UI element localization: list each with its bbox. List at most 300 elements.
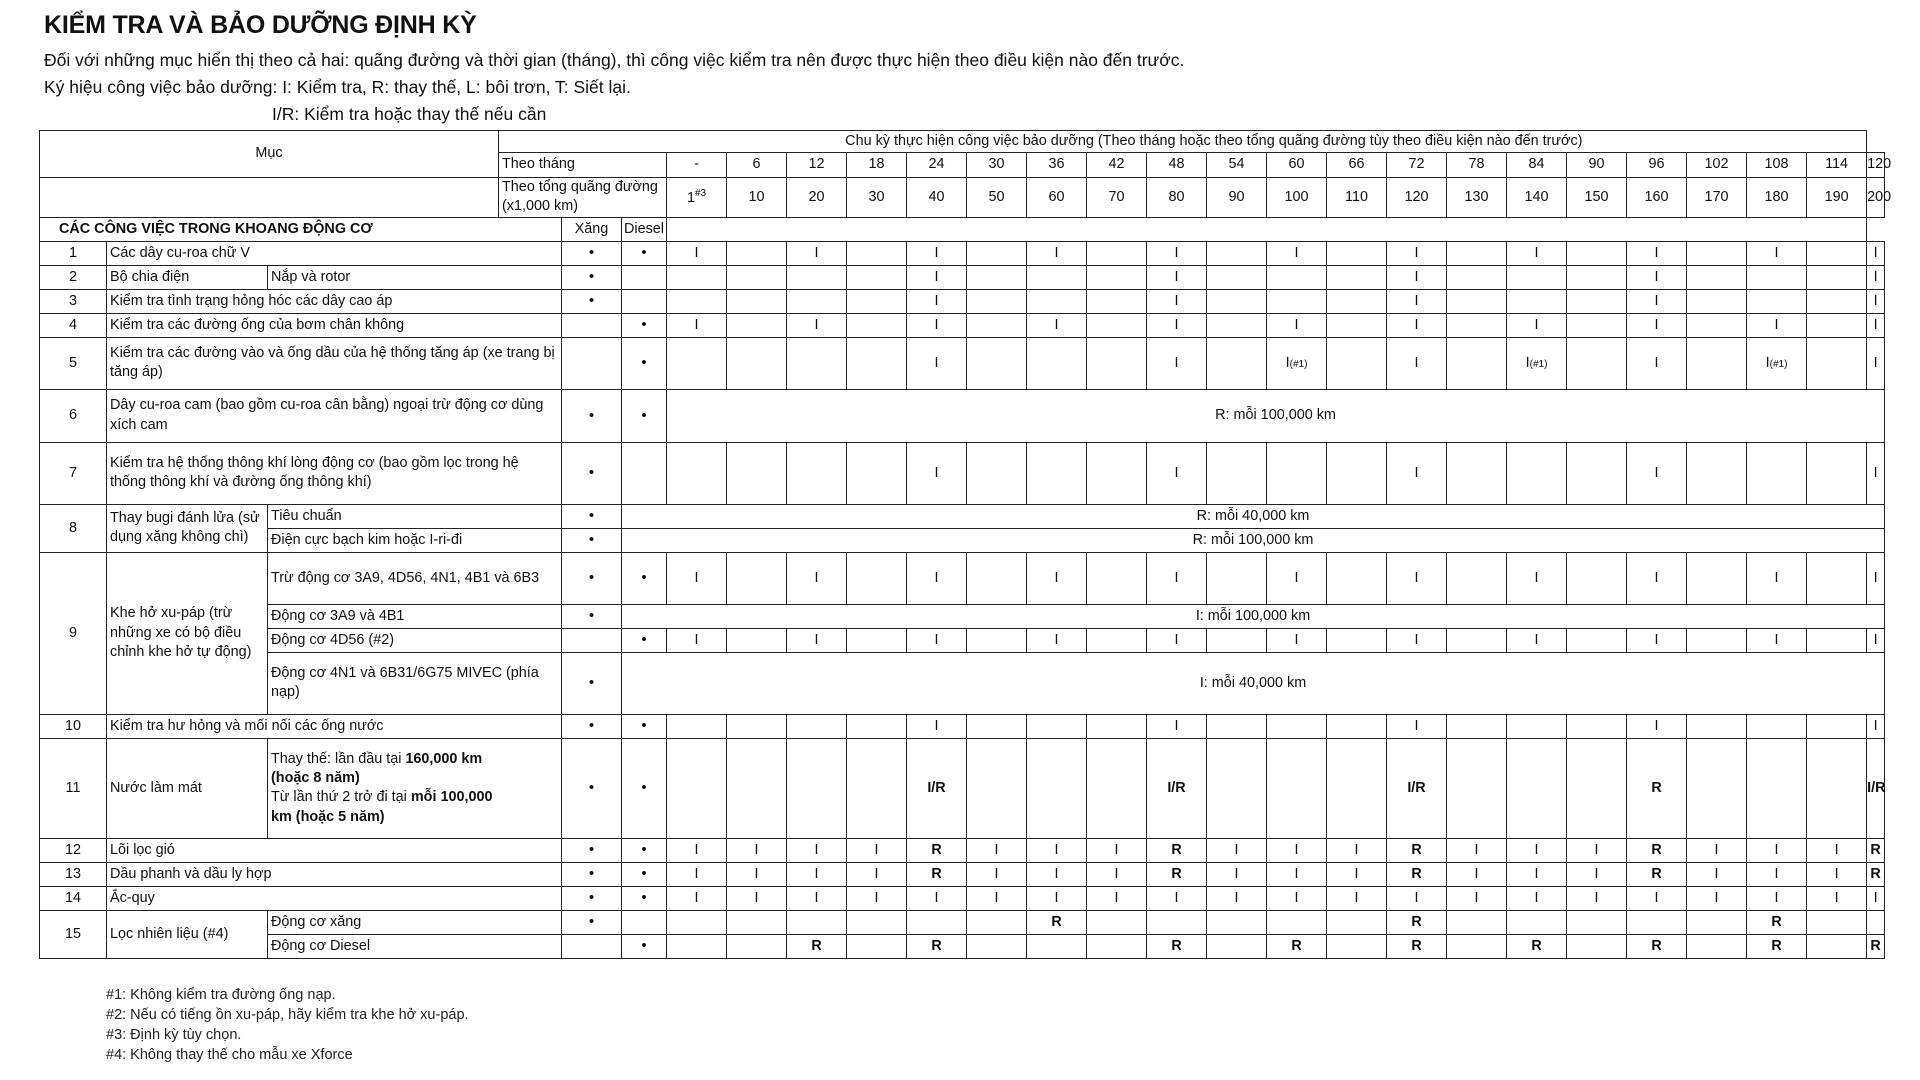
interval-cell: I — [1207, 886, 1267, 910]
interval-cell-empty — [1567, 714, 1627, 738]
row-subname: Trừ động cơ 3A9, 4D56, 4N1, 4B1 và 6B3 — [268, 552, 562, 604]
maintenance-schedule-table — [39, 130, 1892, 959]
interval-span: R: mỗi 100,000 km — [667, 389, 1885, 442]
interval-cell: I — [1627, 442, 1687, 504]
interval-cell-empty — [727, 241, 787, 265]
interval-cell-empty — [1567, 265, 1627, 289]
month-tick: 120 — [1867, 153, 1885, 178]
km-tick: 170 — [1687, 178, 1747, 218]
interval-cell-empty — [1507, 910, 1567, 934]
interval-cell-empty — [1447, 738, 1507, 838]
interval-cell-empty — [727, 934, 787, 958]
gas-mark: • — [562, 528, 622, 552]
interval-cell: I — [1027, 886, 1087, 910]
interval-cell: I — [1147, 265, 1207, 289]
row-name: Khe hở xu-páp (trừ những xe có bộ điều chỉnh khe hở tự động) — [107, 552, 268, 714]
interval-cell-empty — [667, 265, 727, 289]
diesel-mark: • — [622, 738, 667, 838]
interval-cell: R — [1627, 838, 1687, 862]
interval-cell: I — [907, 289, 967, 313]
interval-cell-empty — [1687, 289, 1747, 313]
interval-cell: I — [1627, 628, 1687, 652]
interval-cell: R — [1867, 862, 1885, 886]
interval-cell-empty — [1087, 714, 1147, 738]
intro-line-2: Ký hiệu công việc bảo dưỡng: I: Kiểm tra, R: thay thế, L: bôi trơn, T: Siết lại. — [44, 77, 631, 97]
interval-cell: I — [787, 862, 847, 886]
month-tick: 84 — [1507, 153, 1567, 178]
month-tick: 90 — [1567, 153, 1627, 178]
interval-cell-empty — [967, 910, 1027, 934]
interval-cell-empty — [1507, 738, 1567, 838]
diesel-mark: • — [622, 838, 667, 862]
interval-cell: R — [1387, 910, 1447, 934]
interval-cell: I — [1867, 886, 1885, 910]
interval-cell-empty — [1567, 552, 1627, 604]
interval-cell: I — [1327, 886, 1387, 910]
interval-cell-empty — [967, 714, 1027, 738]
interval-cell: I — [1147, 886, 1207, 910]
interval-cell-empty — [1087, 910, 1147, 934]
row-subname: Nắp và rotor — [268, 265, 562, 289]
row-name: Lõi lọc gió — [107, 838, 562, 862]
interval-cell: R — [1747, 910, 1807, 934]
interval-cell-empty — [847, 552, 907, 604]
interval-cell-empty — [787, 714, 847, 738]
interval-cell-empty — [847, 241, 907, 265]
interval-cell-empty — [967, 241, 1027, 265]
interval-cell-empty — [1447, 241, 1507, 265]
interval-cell: I — [1447, 862, 1507, 886]
interval-cell — [1747, 337, 1807, 389]
diesel-mark — [622, 442, 667, 504]
row-number: 6 — [40, 389, 107, 442]
coolant-line-3-bold: mỗi 100,000 — [410, 789, 493, 806]
interval-cell-empty — [1687, 714, 1747, 738]
months-label: Theo tháng — [499, 153, 667, 178]
interval-cell-empty — [1087, 265, 1147, 289]
gas-mark: • — [562, 886, 622, 910]
row-subname: Động cơ Diesel — [268, 934, 562, 958]
interval-cell: I — [787, 241, 847, 265]
km-tick-value: 1 — [686, 189, 695, 206]
interval-cell-empty — [1567, 738, 1627, 838]
row-number: 10 — [40, 714, 107, 738]
diesel-mark: • — [622, 862, 667, 886]
interval-cell: I — [1807, 838, 1867, 862]
interval-cell-empty — [787, 289, 847, 313]
interval-cell: I — [1027, 862, 1087, 886]
km-tick: 20 — [787, 178, 847, 218]
month-tick: 66 — [1327, 153, 1387, 178]
interval-cell: I — [907, 337, 967, 389]
interval-cell: I — [1147, 552, 1207, 604]
interval-cell-empty — [1807, 714, 1867, 738]
gas-mark: • — [562, 862, 622, 886]
interval-cell-empty — [1327, 628, 1387, 652]
interval-cell-empty — [1207, 910, 1267, 934]
interval-cell-empty — [967, 337, 1027, 389]
interval-cell: I — [1507, 628, 1567, 652]
interval-cell-empty — [1267, 442, 1327, 504]
interval-cell: I/R — [1867, 738, 1885, 838]
interval-cell: I — [1147, 289, 1207, 313]
row-number: 7 — [40, 442, 107, 504]
row-name: Kiểm tra hệ thống thông khí lòng động cơ (bao gồm lọc trong hệ thống thông khí và đường ống thông khí) — [107, 442, 562, 504]
interval-cell-empty — [727, 910, 787, 934]
row-name: Kiểm tra các đường ống của bơm chân không — [107, 313, 562, 337]
row-number: 2 — [40, 265, 107, 289]
interval-cell-empty — [667, 738, 727, 838]
km-tick: 60 — [1027, 178, 1087, 218]
interval-cell: R — [1147, 838, 1207, 862]
interval-cell-empty — [1747, 265, 1807, 289]
interval-cell: I — [1867, 241, 1885, 265]
gas-mark: • — [562, 442, 622, 504]
interval-cell-empty — [1087, 552, 1147, 604]
interval-cell-empty — [667, 714, 727, 738]
interval-cell-empty — [1327, 910, 1387, 934]
interval-cell-empty — [1687, 313, 1747, 337]
interval-cell: I — [667, 313, 727, 337]
month-tick: 114 — [1807, 153, 1867, 178]
interval-cell: I — [967, 886, 1027, 910]
interval-cell: I — [1267, 886, 1327, 910]
diesel-mark: • — [622, 313, 667, 337]
interval-cell: I — [1687, 862, 1747, 886]
row-subname: Động cơ 4D56 (#2) — [268, 628, 562, 652]
interval-cell-empty — [1267, 714, 1327, 738]
interval-cell: I — [787, 838, 847, 862]
interval-cell: I — [1687, 886, 1747, 910]
interval-cell-empty — [727, 289, 787, 313]
interval-cell: I — [1267, 838, 1327, 862]
month-tick: 6 — [727, 153, 787, 178]
interval-cell: I — [727, 862, 787, 886]
row-number: 1 — [40, 241, 107, 265]
interval-cell-empty — [787, 738, 847, 838]
interval-cell: I — [907, 552, 967, 604]
interval-cell: I — [1147, 337, 1207, 389]
interval-cell: I — [1687, 838, 1747, 862]
month-tick: 108 — [1747, 153, 1807, 178]
interval-cell: I — [1387, 313, 1447, 337]
interval-cell: I — [1867, 714, 1885, 738]
diesel-mark — [622, 910, 667, 934]
interval-cell-empty — [1447, 910, 1507, 934]
interval-cell-empty — [1267, 738, 1327, 838]
interval-cell-empty — [787, 265, 847, 289]
interval-cell-empty — [1447, 442, 1507, 504]
interval-cell: R — [1747, 934, 1807, 958]
interval-cell-empty — [727, 714, 787, 738]
interval-cell-empty — [1567, 910, 1627, 934]
month-tick: 54 — [1207, 153, 1267, 178]
interval-cell-empty — [1567, 289, 1627, 313]
interval-cell-empty — [1447, 289, 1507, 313]
row-name: Dây cu-roa cam (bao gồm cu-roa cân bằng) ngoại trừ động cơ dùng xích cam — [107, 389, 562, 442]
interval-cell-empty — [1567, 442, 1627, 504]
row-name: Thay bugi đánh lửa (sử dụng xăng không chì) — [107, 504, 268, 552]
interval-cell: I — [907, 628, 967, 652]
item-header-cont — [40, 178, 499, 218]
row-number: 14 — [40, 886, 107, 910]
row-subname: Động cơ 3A9 và 4B1 — [268, 604, 562, 628]
interval-cell — [1507, 337, 1567, 389]
interval-cell-empty — [967, 738, 1027, 838]
interval-cell: I — [1387, 552, 1447, 604]
km-tick: 10 — [727, 178, 787, 218]
cycle-header-spacer — [499, 131, 562, 153]
interval-cell-empty — [1327, 337, 1387, 389]
month-tick: - — [667, 153, 727, 178]
interval-cell-empty — [1567, 628, 1627, 652]
interval-cell: R — [787, 934, 847, 958]
row-subname: Động cơ 4N1 và 6B31/6G75 MIVEC (phía nạp) — [268, 652, 562, 714]
interval-cell: R — [907, 838, 967, 862]
interval-cell-empty — [1327, 289, 1387, 313]
interval-cell-empty — [847, 265, 907, 289]
row-name: Kiểm tra tình trạng hỏng hóc các dây cao áp — [107, 289, 562, 313]
gas-mark: • — [562, 289, 622, 313]
interval-cell-empty — [787, 337, 847, 389]
interval-cell: I — [1627, 714, 1687, 738]
interval-cell: I — [1567, 886, 1627, 910]
km-tick: 100 — [1267, 178, 1327, 218]
interval-cell-empty — [1327, 714, 1387, 738]
km-tick: 30 — [847, 178, 907, 218]
gas-mark: • — [562, 265, 622, 289]
gas-mark: • — [562, 504, 622, 528]
diesel-mark: • — [622, 714, 667, 738]
interval-cell-empty — [1687, 241, 1747, 265]
page-title: KIỂM TRA VÀ BẢO DƯỠNG ĐỊNH KỲ — [44, 11, 477, 39]
interval-span: R: mỗi 100,000 km — [622, 528, 1885, 552]
interval-cell: I — [667, 241, 727, 265]
interval-cell: I — [1567, 862, 1627, 886]
interval-cell-empty — [667, 934, 727, 958]
interval-cell: I — [1267, 862, 1327, 886]
coolant-line-4-bold: km (hoặc 5 năm) — [271, 808, 385, 825]
interval-cell-empty — [1207, 241, 1267, 265]
interval-cell: I — [1267, 628, 1327, 652]
interval-cell-empty — [1087, 289, 1147, 313]
interval-cell-empty — [1747, 289, 1807, 313]
interval-cell: I — [667, 886, 727, 910]
interval-cell-empty — [1567, 241, 1627, 265]
interval-cell-empty — [727, 337, 787, 389]
interval-cell-empty — [1687, 337, 1747, 389]
interval-cell-empty — [667, 910, 727, 934]
gas-mark: • — [562, 552, 622, 604]
interval-span: I: mỗi 40,000 km — [622, 652, 1885, 714]
interval-cell-empty — [1687, 265, 1747, 289]
interval-cell-empty — [1807, 552, 1867, 604]
interval-cell: I — [1747, 241, 1807, 265]
interval-cell: I — [847, 862, 907, 886]
diesel-mark — [622, 289, 667, 313]
footnote-3: #3: Định kỳ tùy chọn. — [106, 1027, 242, 1043]
row-name: Kiểm tra các đường vào và ống dầu của hệ thống tăng áp (xe trang bị tăng áp) — [107, 337, 562, 389]
interval-cell: R — [1147, 934, 1207, 958]
km-tick: 50 — [967, 178, 1027, 218]
diesel-mark: • — [622, 934, 667, 958]
km-tick: 140 — [1507, 178, 1567, 218]
mark-inspect: I — [1525, 354, 1530, 371]
interval-cell-empty — [1807, 313, 1867, 337]
interval-cell-empty — [1807, 265, 1867, 289]
interval-cell-empty — [1507, 442, 1567, 504]
interval-cell-empty — [1327, 552, 1387, 604]
km-tick: 200 — [1867, 178, 1885, 218]
interval-cell: I — [1147, 241, 1207, 265]
row-name: Dầu phanh và dầu ly hợp — [107, 862, 562, 886]
interval-cell: I — [1147, 628, 1207, 652]
interval-cell: I — [1027, 241, 1087, 265]
interval-cell-empty — [1447, 337, 1507, 389]
interval-cell: I/R — [1387, 738, 1447, 838]
interval-cell-empty — [1687, 934, 1747, 958]
interval-cell: R — [1387, 934, 1447, 958]
interval-cell: I — [1027, 552, 1087, 604]
interval-cell: I — [1147, 313, 1207, 337]
interval-cell: R — [1387, 862, 1447, 886]
interval-cell-empty — [1687, 552, 1747, 604]
interval-cell: I — [787, 313, 847, 337]
interval-cell-empty — [1327, 738, 1387, 838]
interval-cell-empty — [1087, 738, 1147, 838]
interval-cell-empty — [1567, 313, 1627, 337]
interval-cell: I — [1147, 442, 1207, 504]
interval-cell: I — [1087, 838, 1147, 862]
diesel-mark: • — [622, 389, 667, 442]
interval-cell-empty — [1087, 313, 1147, 337]
interval-cell-empty — [1687, 442, 1747, 504]
interval-cell-empty — [1807, 628, 1867, 652]
row-number: 9 — [40, 552, 107, 714]
interval-cell: I — [907, 265, 967, 289]
interval-cell-empty — [1327, 241, 1387, 265]
interval-cell: I — [1027, 628, 1087, 652]
interval-cell: I — [1387, 265, 1447, 289]
interval-cell-empty — [847, 910, 907, 934]
interval-cell-empty — [1027, 738, 1087, 838]
interval-cell: I — [967, 862, 1027, 886]
mark-inspect: I — [1285, 354, 1290, 371]
interval-cell-empty — [1807, 910, 1867, 934]
row-number: 15 — [40, 910, 107, 958]
interval-cell: I — [1867, 313, 1885, 337]
interval-cell-empty — [1207, 552, 1267, 604]
coolant-line-1: Thay thế: lần đầu tại — [271, 750, 406, 767]
interval-cell: I — [1087, 862, 1147, 886]
interval-cell-empty — [1747, 714, 1807, 738]
diesel-mark: • — [622, 628, 667, 652]
km-tick: 110 — [1327, 178, 1387, 218]
month-tick: 18 — [847, 153, 907, 178]
gas-mark — [562, 628, 622, 652]
interval-cell-empty — [1627, 910, 1687, 934]
interval-cell: I — [1387, 442, 1447, 504]
interval-cell: I — [907, 714, 967, 738]
gas-header: Xăng — [562, 217, 622, 241]
row-name: Ắc-quy — [107, 886, 562, 910]
interval-cell-empty — [1207, 628, 1267, 652]
interval-cell: R — [907, 862, 967, 886]
interval-cell: I — [1747, 552, 1807, 604]
footnote-1: #1: Không kiểm tra đường ống nạp. — [106, 987, 336, 1003]
footnote-2: #2: Nếu có tiếng ồn xu-páp, hãy kiểm tra khe hở xu-páp. — [106, 1007, 469, 1023]
interval-cell: I — [787, 552, 847, 604]
interval-cell: I — [1387, 886, 1447, 910]
interval-cell: R — [1627, 862, 1687, 886]
interval-cell: I — [1807, 862, 1867, 886]
interval-cell: I — [667, 552, 727, 604]
month-tick: 60 — [1267, 153, 1327, 178]
interval-cell-empty — [1207, 934, 1267, 958]
interval-cell: I — [1627, 289, 1687, 313]
km-tick: 70 — [1087, 178, 1147, 218]
gas-mark — [562, 934, 622, 958]
interval-cell-empty — [1747, 738, 1807, 838]
interval-cell-empty — [1507, 289, 1567, 313]
note-1-ref: (#1) — [1529, 358, 1548, 370]
interval-cell: I — [1327, 862, 1387, 886]
interval-cell: R — [1267, 934, 1327, 958]
row-name: Kiểm tra hư hỏng và mối nối các ống nước — [107, 714, 562, 738]
interval-cell-empty — [907, 910, 967, 934]
km-tick: 190 — [1807, 178, 1867, 218]
intro-line-1: Đối với những mục hiển thị theo cả hai: quãng đường và thời gian (tháng), thì công việc kiểm tra nên được thực hiện theo điều kiện nào đến trước. — [44, 50, 1185, 70]
month-tick: 12 — [787, 153, 847, 178]
interval-cell-empty — [1447, 313, 1507, 337]
month-tick: 36 — [1027, 153, 1087, 178]
interval-cell-empty — [1567, 337, 1627, 389]
km-tick: 130 — [1447, 178, 1507, 218]
interval-cell-empty — [847, 714, 907, 738]
interval-cell-empty — [1447, 934, 1507, 958]
diesel-mark: • — [622, 552, 667, 604]
interval-cell: I — [1867, 337, 1885, 389]
month-tick: 48 — [1147, 153, 1207, 178]
interval-cell-empty — [1027, 714, 1087, 738]
interval-cell: I — [667, 838, 727, 862]
interval-cell-empty — [1687, 628, 1747, 652]
interval-cell-empty — [727, 552, 787, 604]
interval-cell-empty — [667, 337, 727, 389]
interval-cell-empty — [1267, 910, 1327, 934]
interval-cell: I — [907, 886, 967, 910]
interval-cell-empty — [1027, 442, 1087, 504]
interval-cell — [1267, 337, 1327, 389]
interval-cell-empty — [1087, 934, 1147, 958]
coolant-line-3: Từ lần thứ 2 trở đi tại — [271, 789, 411, 806]
interval-cell-empty — [1447, 265, 1507, 289]
interval-cell-empty — [1207, 337, 1267, 389]
interval-cell-empty — [1267, 265, 1327, 289]
interval-cell-empty — [1807, 241, 1867, 265]
interval-cell-empty — [1207, 738, 1267, 838]
row-number: 3 — [40, 289, 107, 313]
diesel-mark: • — [622, 886, 667, 910]
interval-cell-empty — [727, 442, 787, 504]
section-header — [40, 217, 562, 241]
row-number: 8 — [40, 504, 107, 552]
km-tick: 90 — [1207, 178, 1267, 218]
interval-cell-empty — [1447, 552, 1507, 604]
km-tick: 120 — [1387, 178, 1447, 218]
month-tick: 24 — [907, 153, 967, 178]
interval-cell: I — [847, 886, 907, 910]
